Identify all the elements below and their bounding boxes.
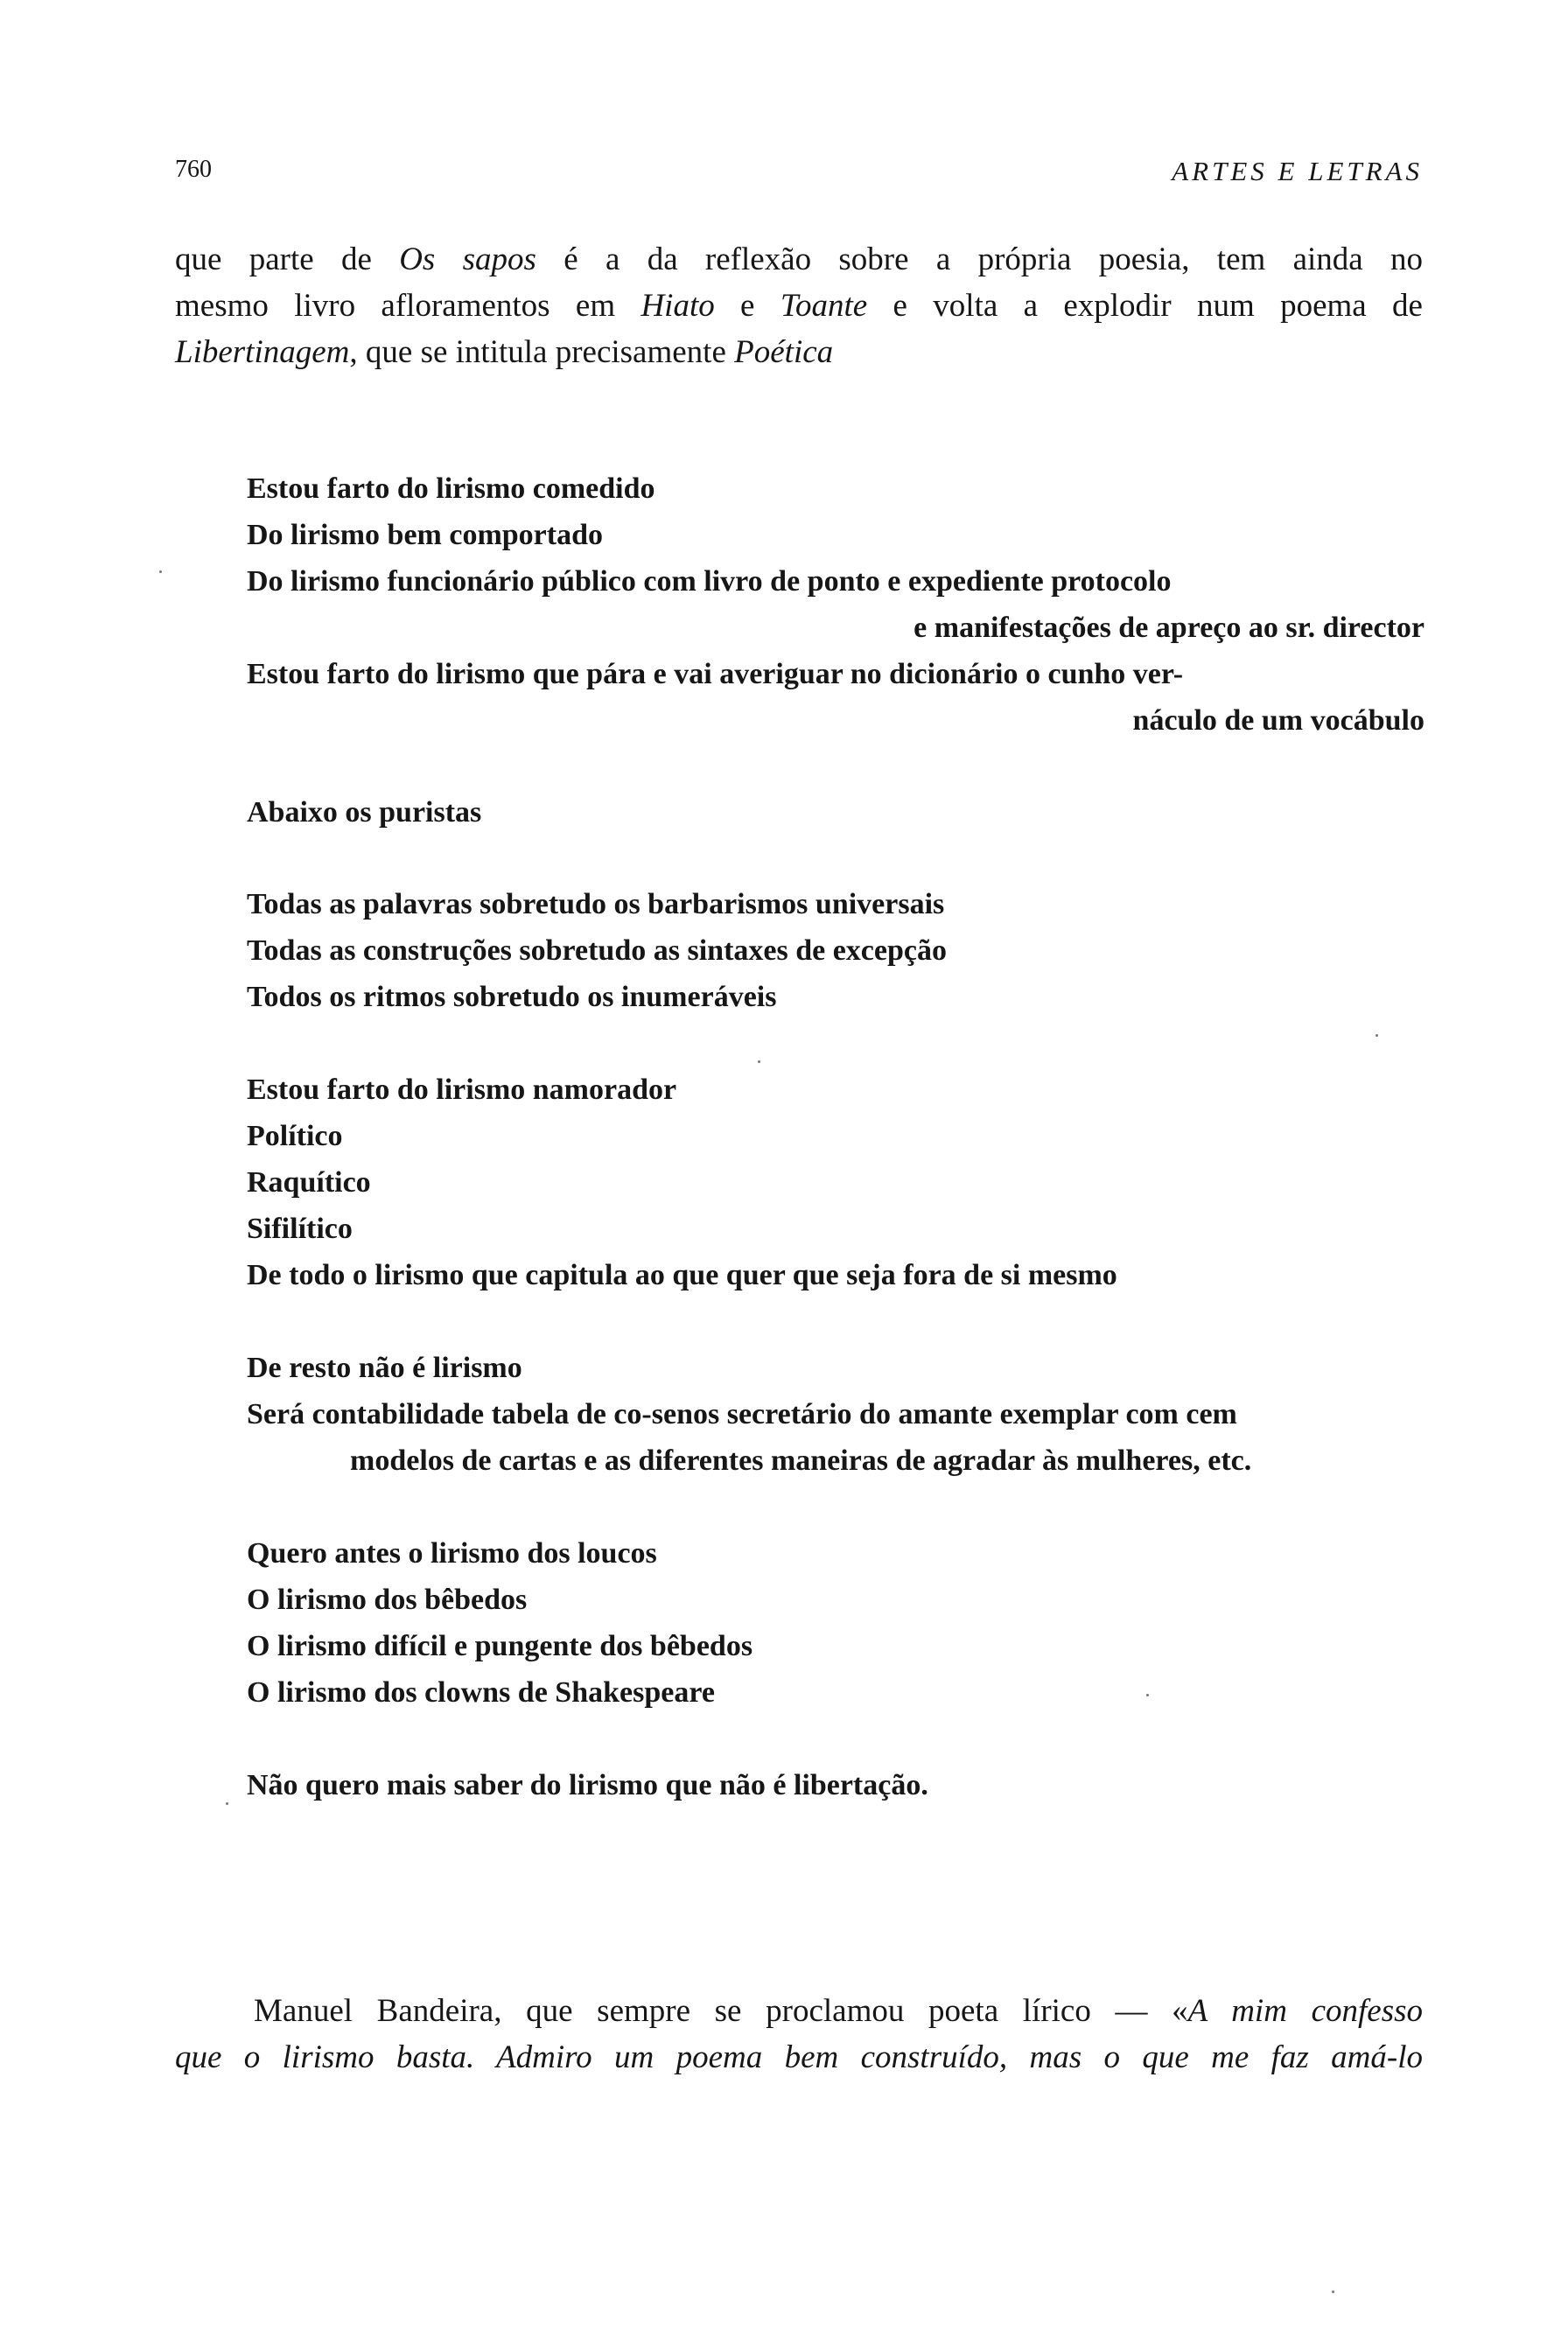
intro-line: mesmo livro afloramentos em Hiato e Toante e volta a explodir num poema de: [175, 288, 1423, 324]
poem-verse: De resto não é lirismo: [247, 1352, 522, 1384]
scan-speck: [1146, 1694, 1149, 1696]
poem-stanza: [247, 1345, 1424, 1484]
poem-title: Poética: [734, 334, 834, 370]
poem-verse: Sifilítico: [247, 1213, 353, 1245]
poem-verse: Político: [247, 1120, 343, 1152]
book-title: Hiato: [640, 288, 715, 324]
poem-verse-continuation: modelos de cartas e as diferentes maneiras de agradar às mulheres, etc.: [350, 1444, 1252, 1477]
poem-verse: Do lirismo bem comportado: [247, 519, 604, 551]
poem-verse: De todo o lirismo que capitula ao que quer que seja fora de si mesmo: [247, 1259, 1117, 1291]
poem-verse: Quero antes o lirismo dos loucos: [247, 1537, 657, 1570]
book-title: Toante: [780, 288, 868, 324]
poem-verse: Raquítico: [247, 1166, 371, 1199]
poem-verse: Estou farto do lirismo namorador: [247, 1074, 677, 1106]
intro-line: Libertinagem, que se intitula precisamente Poética: [175, 334, 834, 370]
book-title: Os sapos: [399, 241, 536, 277]
scan-speck: [1332, 2291, 1334, 2293]
poem-stanza: [247, 789, 1424, 836]
poem-stanza: [247, 465, 1424, 744]
poem-verse: Todas as palavras sobretudo os barbarismos universais: [247, 888, 945, 920]
scan-speck: [1376, 1034, 1378, 1037]
closing-line: que o lirismo basta. Admiro um poema bem construído, mas o que me faz amá-lo: [175, 2039, 1423, 2075]
poem-quotation: [247, 465, 1424, 1808]
closing-line: Manuel Bandeira, que sempre se proclamou poeta lírico — «A mim confesso: [254, 1993, 1424, 2029]
poem-verse: Não quero mais saber do lirismo que não é libertação.: [247, 1769, 928, 1801]
closing-paragraph: [175, 1988, 1423, 2081]
poem-verse: Todos os ritmos sobretudo os inumeráveis: [247, 981, 777, 1013]
page-number: 760: [175, 156, 212, 183]
intro-paragraph: [175, 236, 1423, 375]
poem-verse: Estou farto do lirismo que pára e vai averiguar no dicionário o cunho ver-: [247, 658, 1184, 690]
book-title: Libertinagem: [175, 334, 350, 370]
page-header: [175, 156, 1423, 196]
poem-verse: Do lirismo funcionário público com livro de ponto e expediente protocolo: [247, 565, 1172, 598]
poem-stanza: [247, 1067, 1424, 1298]
poem-verse: O lirismo difícil e pungente dos bêbedos: [247, 1630, 753, 1662]
running-head: ARTES E LETRAS: [1172, 156, 1423, 186]
poem-verse: O lirismo dos clowns de Shakespeare: [247, 1676, 715, 1709]
scan-speck: [226, 1802, 228, 1805]
poem-verse: Estou farto do lirismo comedido: [247, 472, 655, 505]
intro-line: que parte de Os sapos é a da reflexão sobre a própria poesia, tem ainda no: [175, 241, 1424, 277]
poem-verse: Será contabilidade tabela de co-senos secretário do amante exemplar com cem: [247, 1398, 1237, 1430]
poem-verse-continuation: náculo de um vocábulo: [1132, 704, 1424, 737]
poem-stanza: [247, 881, 1424, 1020]
poem-verse: Abaixo os puristas: [247, 796, 482, 829]
scan-speck: [758, 1060, 760, 1063]
scan-speck: [159, 570, 162, 573]
poem-stanza: [247, 1530, 1424, 1716]
poem-verse: O lirismo dos bêbedos: [247, 1584, 528, 1616]
poem-verse: Todas as construções sobretudo as sintaxes de excepção: [247, 934, 947, 967]
poem-verse-continuation: e manifestações de apreço ao sr. director: [914, 612, 1424, 644]
poem-stanza: [247, 1762, 1424, 1808]
